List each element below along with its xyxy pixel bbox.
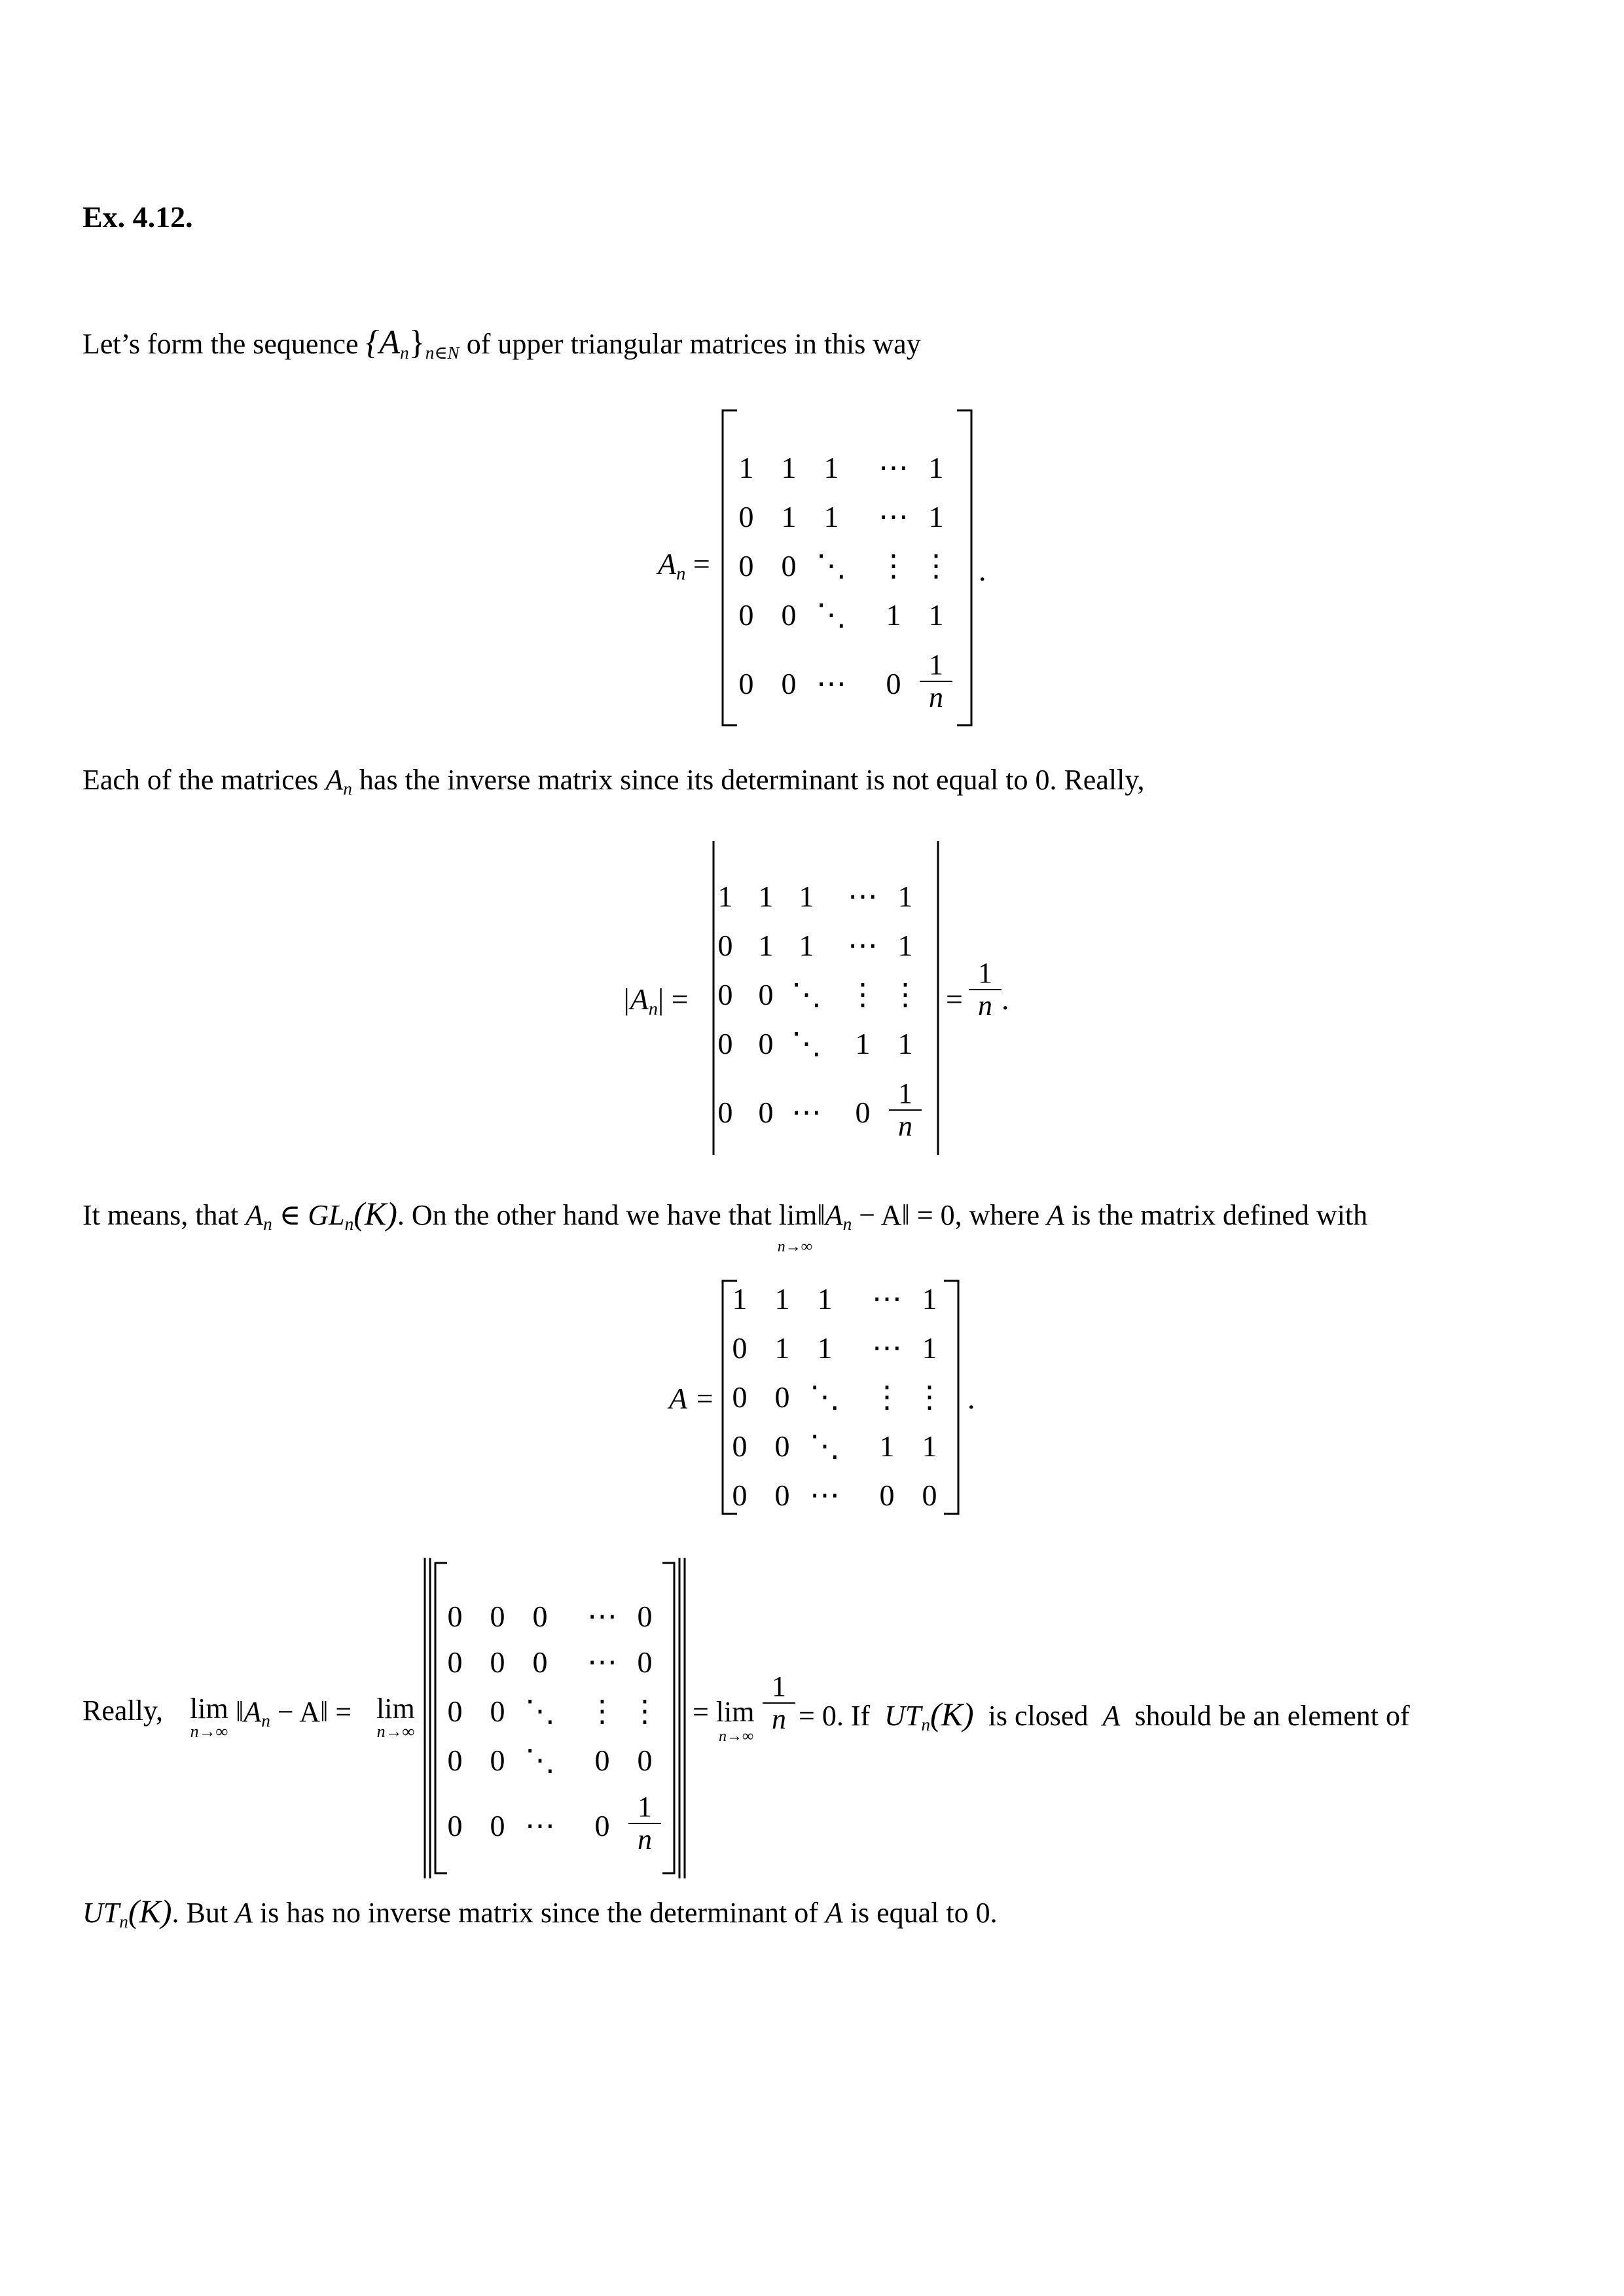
An-cell: 0 <box>886 667 901 700</box>
A-cell: 1 <box>922 1282 937 1316</box>
A-cell: 1 <box>732 1282 748 1316</box>
seq-symbol: {A <box>365 324 401 361</box>
An-cell: ⋱ <box>816 598 846 632</box>
det-cell: 1 <box>717 880 733 913</box>
diff-cell: 0 <box>594 1809 610 1842</box>
An-cell: ⋱ <box>816 549 846 583</box>
p5-ut-arg: (K) <box>128 1893 172 1929</box>
An-cell: ⋯ <box>816 667 846 700</box>
p1-prefix: Let’s form the sequence <box>82 328 359 360</box>
An-cell: 1 <box>928 598 944 632</box>
diff-cell: 0 <box>637 1600 653 1633</box>
p4-lim1-under: n→∞ <box>190 1722 228 1741</box>
An-cell: 0 <box>781 667 797 700</box>
det-cell: 1 <box>855 1027 871 1060</box>
diff-cell: 0 <box>532 1600 548 1633</box>
diff-cell: 0 <box>490 1695 505 1728</box>
An-cell: ⋯ <box>878 500 909 533</box>
p3-norm-sub: n <box>842 1214 852 1234</box>
p4-lim1-word: lim <box>190 1693 228 1725</box>
An-cell: 1 <box>781 500 797 533</box>
p2-var-sub: n <box>343 779 352 799</box>
p4-tail <box>799 1695 1410 1733</box>
seq-close: } <box>408 324 425 361</box>
A-cell: 0 <box>732 1429 748 1463</box>
An-cell: ⋮ <box>921 549 951 583</box>
p5-var: A <box>235 1897 253 1929</box>
seq-index: n∈N <box>425 343 460 363</box>
diff-cell: ⋮ <box>587 1695 617 1728</box>
det-cell: 0 <box>717 1027 733 1060</box>
p4-really: Really, <box>82 1695 163 1727</box>
p5-var2: A <box>825 1897 843 1929</box>
p3-text1: It means, that <box>82 1199 239 1231</box>
A-cell: 0 <box>774 1479 790 1512</box>
det-cell: 0 <box>758 978 774 1011</box>
An-frac-num: 1 <box>920 649 952 682</box>
det-cell: 1 <box>897 1027 913 1060</box>
An-cell: 1 <box>823 451 839 484</box>
p5-text1: . But <box>171 1897 228 1929</box>
p4-lim2 <box>376 1694 415 1740</box>
diff-cell: 0 <box>594 1744 610 1777</box>
det-cell: ⋮ <box>890 978 920 1011</box>
p4-ut-sub: n <box>921 1715 931 1735</box>
p4-lim2-under: n→∞ <box>376 1722 415 1741</box>
diff-cell: 0 <box>490 1645 505 1679</box>
p4-eq-lim-under: n→∞ <box>719 1728 754 1745</box>
p4-eq-lim <box>693 1695 755 1729</box>
A-cell: ⋮ <box>872 1380 902 1414</box>
An-frac-den: n <box>929 681 943 713</box>
det-cell: 0 <box>717 1096 733 1129</box>
diff-cell: ⋱ <box>525 1695 555 1728</box>
diff-cell: 0 <box>637 1645 653 1679</box>
det-cell: 0 <box>855 1096 871 1129</box>
A-lhs: A = <box>669 1382 715 1415</box>
p5-text2: is has no inverse matrix since the determinant of <box>260 1897 818 1929</box>
An-cell: 1 <box>928 451 944 484</box>
p4-norm-right-bars <box>661 1558 687 1878</box>
p4-ut-arg: (K) <box>930 1696 974 1732</box>
An-cell: 0 <box>781 598 797 632</box>
p4-lim2-word: lim <box>376 1693 415 1725</box>
det-frac-num: 1 <box>889 1078 922 1111</box>
A-cell: ⋱ <box>810 1429 840 1463</box>
diff-cell: ⋱ <box>525 1744 555 1777</box>
p4-frac-den: n <box>772 1703 786 1735</box>
det-cell: 1 <box>897 880 913 913</box>
p3-gl-arg: (K) <box>353 1195 397 1232</box>
p3-text4: is the matrix defined with <box>1072 1199 1368 1231</box>
det-cell: 0 <box>717 929 733 962</box>
det-cell: ⋯ <box>848 929 878 962</box>
p3-text3: , where <box>954 1199 1040 1231</box>
A-cell: ⋮ <box>914 1380 945 1414</box>
A-cell: 0 <box>732 1380 748 1414</box>
matrix-An-lhs: $A_n$ = <box>658 547 710 584</box>
An-cell: ⋯ <box>878 451 909 484</box>
An-lhs-A: A <box>658 547 677 581</box>
p4-ut: UT <box>884 1700 922 1732</box>
p3-in-gl: ∈ GL <box>279 1199 345 1231</box>
det-cell: 1 <box>799 880 814 913</box>
diff-frac-num: 1 <box>628 1791 661 1824</box>
det-cell: ⋮ <box>848 978 878 1011</box>
diff-cell-frac <box>628 1791 661 1856</box>
diff-cell: ⋯ <box>587 1645 617 1679</box>
det-cell: ⋯ <box>848 880 878 913</box>
diff-cell: 0 <box>447 1744 463 1777</box>
p3-gl-sub: n <box>344 1214 354 1234</box>
matrix-An-period: . <box>979 554 986 587</box>
A-cell: 0 <box>879 1479 895 1512</box>
A-cell: 0 <box>774 1429 790 1463</box>
p3-lim-under: n→∞ <box>777 1238 812 1255</box>
A-cell: 1 <box>774 1282 790 1316</box>
An-cell: 0 <box>781 549 797 583</box>
An-cell: 1 <box>928 500 944 533</box>
A-cell: 1 <box>774 1331 790 1365</box>
An-cell: 0 <box>738 500 754 533</box>
diff-cell: 0 <box>490 1600 505 1633</box>
A-cell: ⋯ <box>872 1282 902 1316</box>
p3-var-sub: n <box>263 1214 272 1234</box>
p4-text-if: . If <box>836 1700 871 1732</box>
p3-var2: A <box>1047 1199 1065 1231</box>
det-cell: 0 <box>758 1096 774 1129</box>
An-lhs-sub: n <box>676 564 686 584</box>
det-cell: 0 <box>758 1027 774 1060</box>
A-cell: 1 <box>817 1282 833 1316</box>
diff-cell: 0 <box>532 1645 548 1679</box>
A-cell: 0 <box>774 1380 790 1414</box>
det-cell: 1 <box>758 929 774 962</box>
p4-eq-lim-word: = lim <box>693 1696 755 1728</box>
p3-norm: ‖A <box>817 1199 843 1231</box>
p5-text3: is equal to 0. <box>850 1897 998 1929</box>
p4-eq-zero: = 0 <box>799 1700 837 1732</box>
det-cell: 0 <box>717 978 733 1011</box>
det-cell: ⋱ <box>791 978 821 1011</box>
An-cell: 1 <box>781 451 797 484</box>
det-period: . <box>1001 982 1009 1016</box>
diff-cell: 0 <box>490 1744 505 1777</box>
A-cell: 0 <box>922 1479 937 1512</box>
det-cell: ⋱ <box>791 1027 821 1060</box>
A-cell: ⋯ <box>872 1331 902 1365</box>
det-result-den: n <box>978 990 992 1022</box>
p4-frac-num: 1 <box>763 1671 795 1704</box>
diff-cell: 0 <box>490 1809 505 1842</box>
An-cell: 1 <box>886 598 901 632</box>
det-frac-den: n <box>898 1110 912 1142</box>
det-lhs-close: | = <box>658 982 689 1016</box>
diff-cell: ⋮ <box>630 1695 660 1728</box>
exercise-title: Ex. 4.12. <box>82 200 193 234</box>
diff-cell: 0 <box>447 1809 463 1842</box>
A-cell: 1 <box>922 1429 937 1463</box>
A-cell: 0 <box>732 1479 748 1512</box>
An-cell: ⋮ <box>878 549 909 583</box>
det-cell: ⋯ <box>791 1096 821 1129</box>
diff-cell: ⋯ <box>525 1809 555 1842</box>
diff-cell: 0 <box>447 1645 463 1679</box>
A-cell: 0 <box>732 1331 748 1365</box>
p4-lim1 <box>190 1694 228 1740</box>
p2-suffix: has the inverse matrix since its determinant is not equal to 0. Really, <box>359 764 1145 796</box>
p4-frac <box>763 1671 795 1735</box>
An-cell: 1 <box>738 451 754 484</box>
diff-cell: 0 <box>447 1695 463 1728</box>
p3-norm-rest: − A‖ = 0 <box>859 1199 955 1231</box>
det-lhs-sub: n <box>648 999 659 1020</box>
p5-ut-sub: n <box>119 1912 128 1932</box>
A-cell: 1 <box>879 1429 895 1463</box>
det-cell: 1 <box>758 880 774 913</box>
p4-norm-open: ‖A <box>236 1696 262 1728</box>
diff-cell: ⋯ <box>587 1600 617 1633</box>
p3-var: A <box>245 1199 264 1231</box>
An-cell: 1 <box>823 500 839 533</box>
A-cell: ⋱ <box>810 1380 840 1414</box>
diff-frac-den: n <box>638 1823 652 1856</box>
p4-var: A <box>1102 1700 1121 1732</box>
p2-var: A <box>325 764 344 796</box>
diff-cell: 0 <box>447 1600 463 1633</box>
seq-sub: n <box>400 343 409 363</box>
p4-norm-expr <box>236 1695 352 1729</box>
A-cell: ⋯ <box>810 1479 840 1512</box>
A-cell: 1 <box>817 1331 833 1365</box>
matrix-A-period: . <box>967 1382 975 1415</box>
An-cell: 0 <box>738 549 754 583</box>
p4-norm-sub: n <box>261 1711 270 1731</box>
diff-cell: 0 <box>637 1744 653 1777</box>
p2-prefix: Each of the matrices <box>82 764 319 796</box>
p4-text-closed: is closed <box>988 1700 1089 1732</box>
p3-lim-word: lim <box>778 1199 818 1231</box>
An-cell: 0 <box>738 598 754 632</box>
p4-norm-rest: − A‖ = <box>277 1696 352 1728</box>
det-cell: 1 <box>897 929 913 962</box>
det-result-num: 1 <box>969 958 1001 990</box>
det-eq: = <box>946 982 963 1016</box>
paragraph-conclusion <box>82 1892 998 1933</box>
p1-suffix: of upper triangular matrices in this way <box>466 328 921 360</box>
det-cell: 1 <box>799 929 814 962</box>
An-cell: 0 <box>738 667 754 700</box>
A-cell: 1 <box>922 1331 937 1365</box>
p4-text-elem: should be an element of <box>1134 1700 1410 1732</box>
p3-text2: . On the other hand we have that <box>397 1199 772 1231</box>
p5-ut: UT <box>82 1897 120 1929</box>
det-lhs-open: |A <box>622 982 649 1016</box>
